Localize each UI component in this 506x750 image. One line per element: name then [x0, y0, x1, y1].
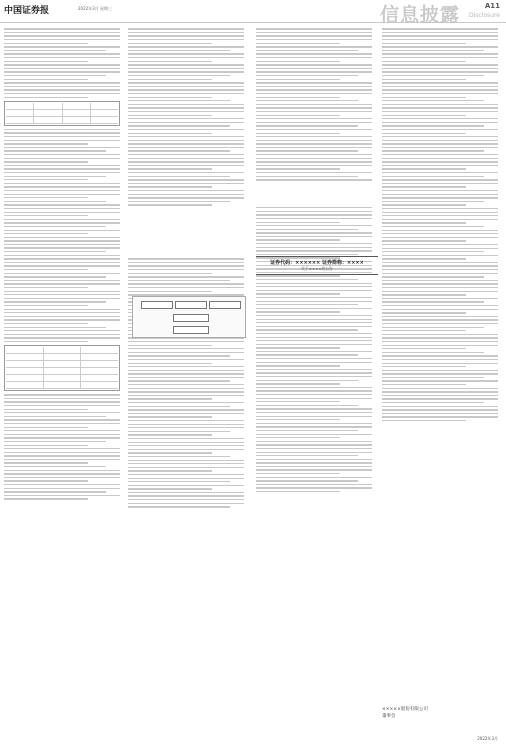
table-row: [6, 110, 118, 117]
table-row: [6, 117, 118, 124]
page-code: A11: [484, 2, 500, 10]
table-row: [6, 347, 118, 354]
text-column-1: [4, 26, 120, 726]
announcement-title: 证券代码：×××××× 证券简称：××××: [270, 260, 364, 266]
diagram-node: [209, 301, 241, 309]
body-text-block: [256, 207, 372, 492]
announcement-header: [256, 256, 378, 275]
data-table: [4, 345, 120, 391]
issue-info: 2022年3月 星期三: [78, 6, 112, 11]
diagram-node: [141, 301, 173, 309]
newspaper-logo: 中国证券报: [4, 6, 50, 16]
text-column-3: [256, 26, 372, 726]
table-row: [6, 354, 118, 361]
text-column-2: [128, 26, 244, 726]
company-board: 董事会: [382, 714, 396, 719]
body-text-block: [4, 129, 120, 342]
table-row: [6, 375, 118, 382]
signature-block: [382, 706, 500, 720]
text-column-4: [382, 26, 498, 702]
ownership-structure-diagram: [132, 296, 246, 338]
diagram-node: [173, 326, 209, 334]
table-row: [6, 361, 118, 368]
company-name: ×××××股份有限公司: [382, 707, 428, 712]
masthead: [0, 0, 506, 26]
body-text-block: [128, 28, 244, 205]
announcement-subtitle: 关于××××的公告: [301, 266, 333, 271]
table-row: [6, 382, 118, 389]
body-text-block: [382, 28, 498, 421]
table-row: [6, 103, 118, 110]
body-text-block: [4, 394, 120, 500]
body-text-block: [256, 28, 372, 180]
data-table: [4, 101, 120, 126]
announcement-spacer: [256, 183, 372, 205]
table-row: [6, 368, 118, 375]
signature-date: 2022年3月: [477, 736, 498, 741]
diagram-node: [173, 314, 209, 322]
section-subtitle: Disclosure: [468, 12, 500, 19]
diagram-spacer: [128, 208, 244, 256]
body-text-block: [4, 28, 120, 98]
diagram-node: [175, 301, 207, 309]
section-title: 信息披露: [380, 4, 461, 26]
